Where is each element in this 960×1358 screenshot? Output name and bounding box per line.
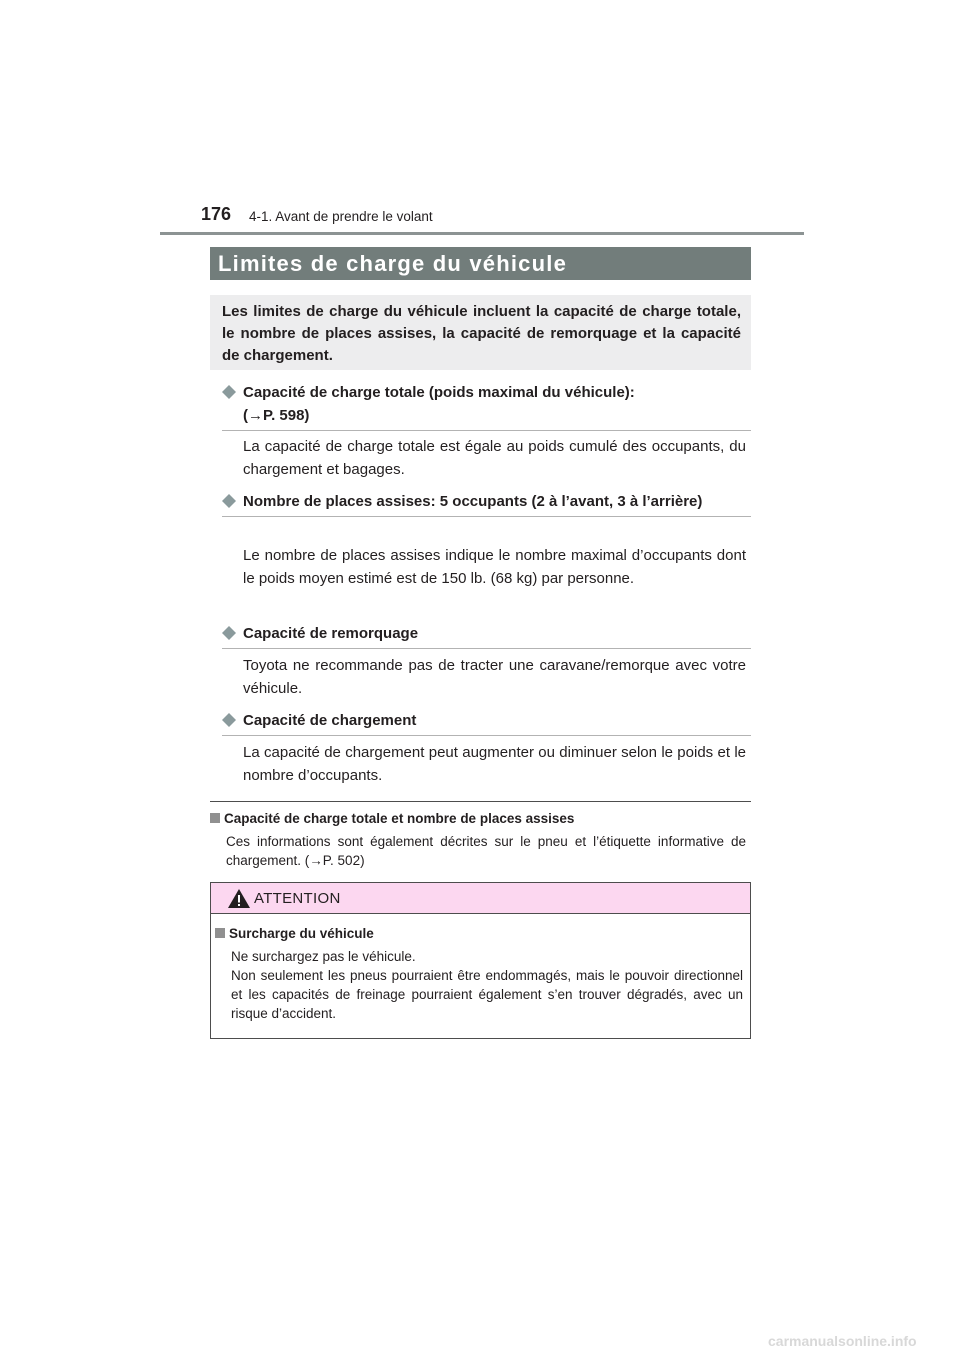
square-bullet-icon — [210, 813, 220, 823]
item-heading-text: Nombre de places assises: 5 occupants (2 à l’avant, 3 à l’arrière) — [243, 493, 703, 510]
item-body-cargo: La capacité de chargement peut augmenter ou diminuer selon le poids et le nombre d’occupants. — [243, 744, 746, 784]
warning-item-heading — [215, 926, 374, 941]
diamond-bullet-icon — [222, 713, 236, 727]
section-title: Limites de charge du véhicule — [210, 247, 751, 280]
section-divider — [210, 801, 751, 802]
note-heading-text: Capacité de charge totale et nombre de places assises — [224, 811, 575, 826]
square-bullet-icon — [215, 928, 225, 938]
item-heading-towing — [222, 622, 751, 649]
item-heading-cargo — [222, 709, 751, 736]
intro-box: Les limites de charge du véhicule incluent la capacité de charge totale, le nombre de places assises, la capacité de remorquage et la capacité de chargement. — [210, 295, 751, 370]
warning-header — [211, 883, 750, 914]
item-heading-text: Capacité de charge totale (poids maximal du véhicule): — [243, 384, 635, 401]
watermark-text: carmanualsonline.info — [768, 1333, 917, 1349]
header-rule — [160, 232, 804, 235]
running-header: 4-1. Avant de prendre le volant — [249, 209, 433, 224]
page-number: 176 — [201, 204, 232, 224]
note-heading — [210, 811, 574, 826]
note-body: Ces informations sont également décrites sur le pneu et l’étiquette informative de chargement. (→P. 502) — [226, 834, 746, 868]
watermark-logo — [766, 1318, 936, 1358]
item-heading-total-load — [222, 381, 751, 431]
warning-box — [210, 882, 751, 1039]
warning-body — [231, 947, 743, 1023]
page-reference[interactable]: (→P. 598) — [243, 407, 310, 424]
warning-triangle-icon — [228, 889, 250, 908]
warning-item-heading-text: Surcharge du véhicule — [229, 926, 374, 941]
diamond-bullet-icon — [222, 385, 236, 399]
warning-line-1: Ne surchargez pas le véhicule. — [231, 949, 416, 964]
diamond-bullet-icon — [222, 626, 236, 640]
item-heading-text: Capacité de chargement — [243, 712, 417, 729]
item-body-total-load: La capacité de charge totale est égale au poids cumulé des occupants, du chargement et bagages. — [243, 438, 746, 478]
warning-label: ATTENTION — [254, 890, 341, 907]
diamond-bullet-icon — [222, 494, 236, 508]
warning-line-2: Non seulement les pneus pourraient être endommagés, mais le pouvoir directionnel et les capacités de freinage pourraient également s’en trouver dégradés, avec un risque d’accident. — [231, 968, 743, 1021]
item-body-seating: Le nombre de places assises indique le nombre maximal d’occupants dont le poids moyen estimé est de 150 lb. (68 kg) par personne. — [243, 547, 746, 587]
item-body-towing: Toyota ne recommande pas de tracter une caravane/remorque avec votre véhicule. — [243, 657, 746, 697]
item-heading-text: Capacité de remorquage — [243, 625, 419, 642]
item-heading-seating — [222, 490, 751, 517]
